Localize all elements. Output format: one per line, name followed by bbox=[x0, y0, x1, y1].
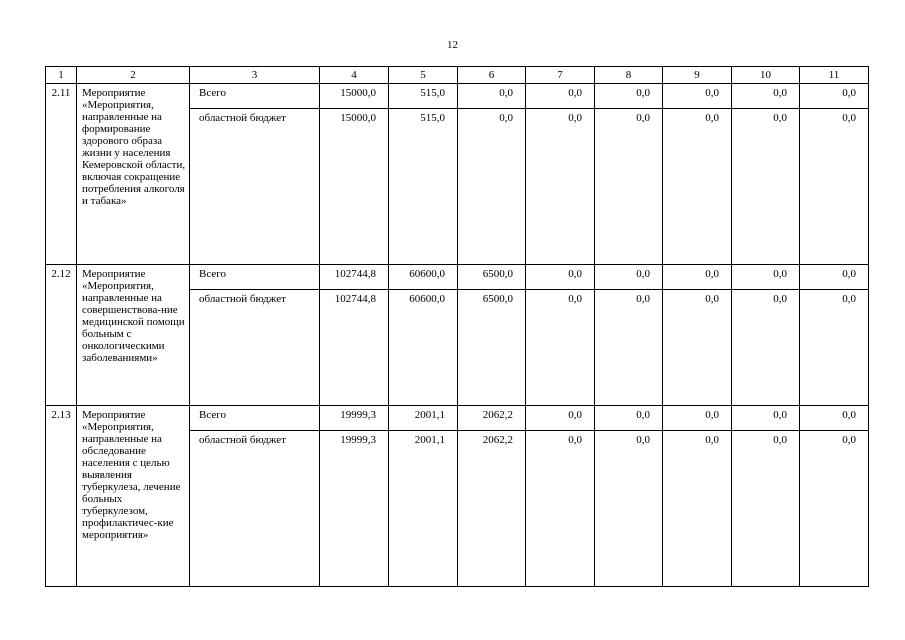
table-cell: 0,0 bbox=[595, 109, 663, 265]
table-cell: 0,0 bbox=[526, 406, 595, 431]
table-cell: 0,0 bbox=[526, 290, 595, 406]
table-cell: 2062,2 bbox=[458, 431, 526, 587]
funding-source: областной бюджет bbox=[190, 290, 320, 406]
funding-source: областной бюджет bbox=[190, 431, 320, 587]
column-header: 2 bbox=[77, 67, 190, 84]
table-cell: 2001,1 bbox=[389, 431, 458, 587]
funding-source: Всего bbox=[190, 265, 320, 290]
table-cell: 2001,1 bbox=[389, 406, 458, 431]
funding-source: Всего bbox=[190, 406, 320, 431]
column-header: 8 bbox=[595, 67, 663, 84]
table-cell: 0,0 bbox=[800, 265, 869, 290]
table-cell: 0,0 bbox=[526, 265, 595, 290]
page-number: 12 bbox=[447, 39, 458, 51]
table-cell: 0,0 bbox=[800, 406, 869, 431]
table-cell: 6500,0 bbox=[458, 290, 526, 406]
table-cell: 0,0 bbox=[526, 431, 595, 587]
activity-name: Мероприятие «Мероприятия, направленные на совершенствова-ние медицинской помощи больным с онкологическими заболеваниями» bbox=[77, 265, 190, 406]
table-cell: 0,0 bbox=[595, 406, 663, 431]
row-number: 2.13 bbox=[46, 406, 77, 587]
column-header: 11 bbox=[800, 67, 869, 84]
table-cell: 19999,3 bbox=[320, 406, 389, 431]
table-cell: 0,0 bbox=[663, 406, 732, 431]
table-cell: 19999,3 bbox=[320, 431, 389, 587]
row-number: 2.11 bbox=[46, 84, 77, 265]
budget-table bbox=[45, 66, 869, 587]
table-cell: 0,0 bbox=[732, 109, 800, 265]
table-cell: 102744,8 bbox=[320, 290, 389, 406]
table-cell: 60600,0 bbox=[389, 265, 458, 290]
column-header: 9 bbox=[663, 67, 732, 84]
column-header: 3 bbox=[190, 67, 320, 84]
activity-name: Мероприятие «Мероприятия, направленные на обследование населения с целью выявления туберкулеза, лечение больных туберкулезом, профилактичес-кие мероприятия» bbox=[77, 406, 190, 587]
table-cell: 0,0 bbox=[732, 290, 800, 406]
table-cell: 0,0 bbox=[595, 290, 663, 406]
table-cell: 2062,2 bbox=[458, 406, 526, 431]
table-row bbox=[46, 406, 869, 431]
table-cell: 515,0 bbox=[389, 109, 458, 265]
table-cell: 0,0 bbox=[663, 431, 732, 587]
table-cell: 60600,0 bbox=[389, 290, 458, 406]
table-cell: 0,0 bbox=[595, 431, 663, 587]
table-cell: 0,0 bbox=[595, 84, 663, 109]
table-cell: 0,0 bbox=[800, 109, 869, 265]
table-cell: 0,0 bbox=[800, 431, 869, 587]
column-header: 1 bbox=[46, 67, 77, 84]
table-cell: 0,0 bbox=[526, 109, 595, 265]
funding-source: Всего bbox=[190, 84, 320, 109]
table-cell: 0,0 bbox=[732, 84, 800, 109]
table-cell: 6500,0 bbox=[458, 265, 526, 290]
table-cell: 15000,0 bbox=[320, 84, 389, 109]
table-cell: 0,0 bbox=[458, 84, 526, 109]
column-header: 5 bbox=[389, 67, 458, 84]
table-cell: 0,0 bbox=[663, 290, 732, 406]
column-header: 10 bbox=[732, 67, 800, 84]
funding-source: областной бюджет bbox=[190, 109, 320, 265]
header-row bbox=[46, 67, 869, 84]
table-cell: 0,0 bbox=[663, 265, 732, 290]
table-cell: 0,0 bbox=[663, 109, 732, 265]
table-row bbox=[46, 84, 869, 109]
table-cell: 0,0 bbox=[663, 84, 732, 109]
table-cell: 0,0 bbox=[732, 431, 800, 587]
table-cell: 0,0 bbox=[732, 406, 800, 431]
column-header: 4 bbox=[320, 67, 389, 84]
table-cell: 0,0 bbox=[526, 84, 595, 109]
table-cell: 0,0 bbox=[458, 109, 526, 265]
column-header: 6 bbox=[458, 67, 526, 84]
table-cell: 0,0 bbox=[800, 290, 869, 406]
table-cell: 102744,8 bbox=[320, 265, 389, 290]
table-row bbox=[46, 265, 869, 290]
table-cell: 0,0 bbox=[732, 265, 800, 290]
table-cell: 0,0 bbox=[595, 265, 663, 290]
table-cell: 0,0 bbox=[800, 84, 869, 109]
column-header: 7 bbox=[526, 67, 595, 84]
table-cell: 15000,0 bbox=[320, 109, 389, 265]
row-number: 2.12 bbox=[46, 265, 77, 406]
activity-name: Мероприятие «Мероприятия, направленные на формирование здорового образа жизни у населения Кемеровской области, включая сокращение потребления алкоголя и табака» bbox=[77, 84, 190, 265]
table-cell: 515,0 bbox=[389, 84, 458, 109]
